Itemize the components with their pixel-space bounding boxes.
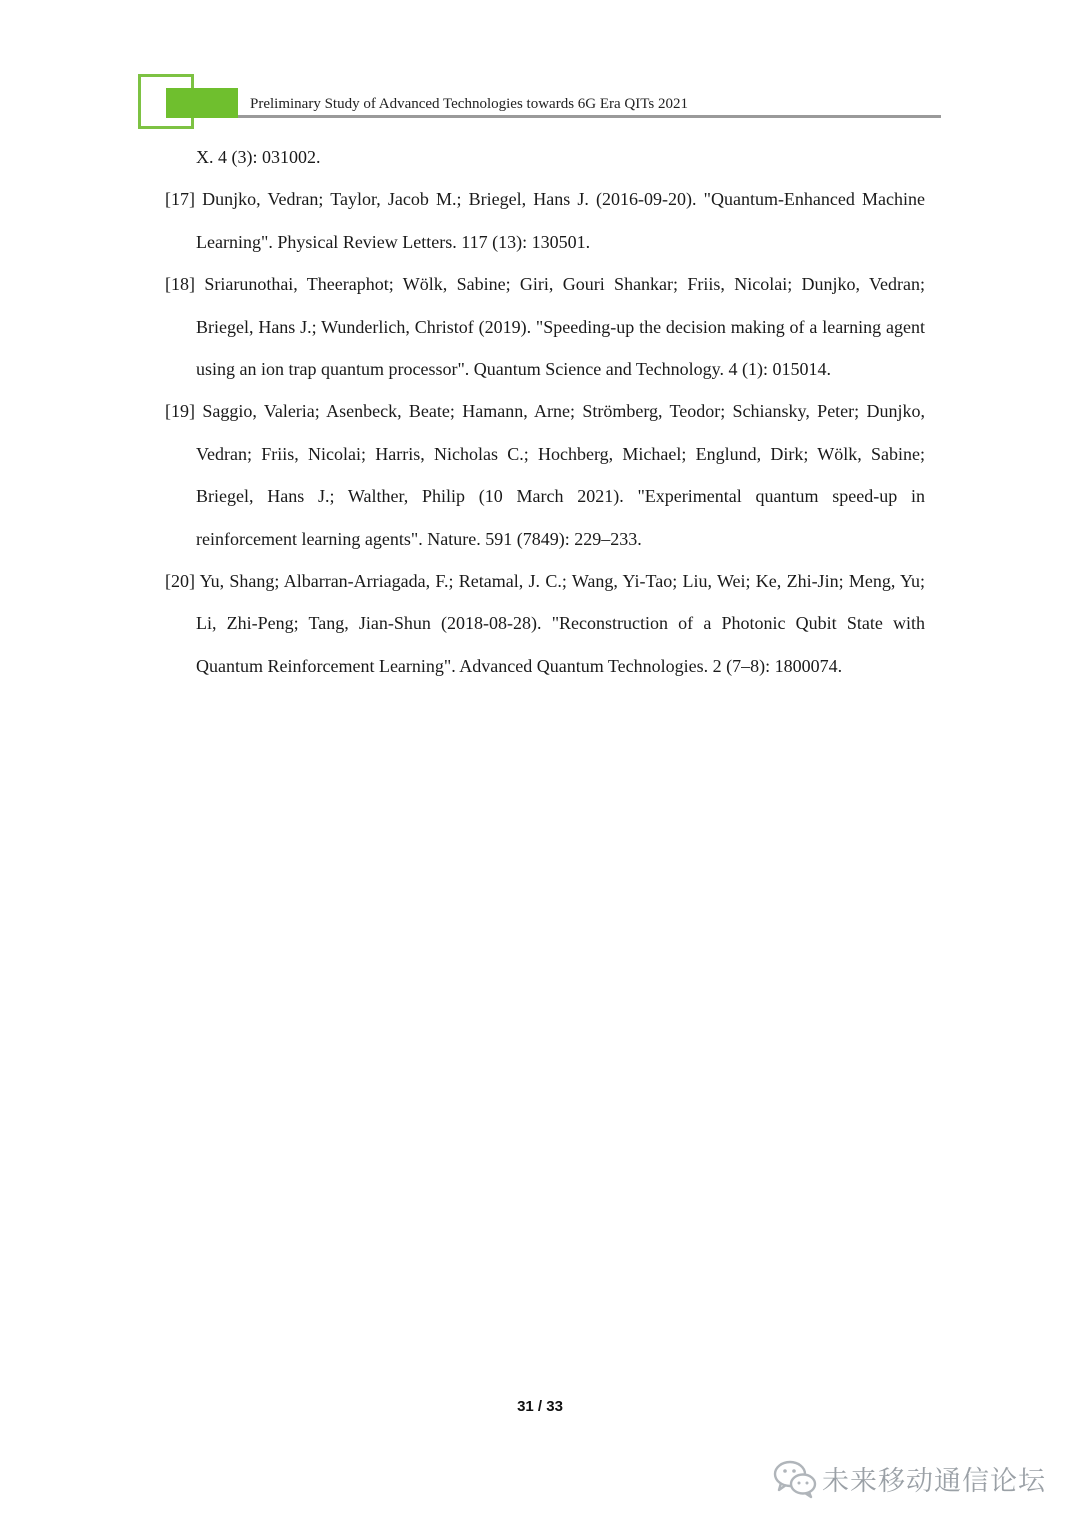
- wechat-icon: [772, 1456, 818, 1500]
- reference-list: [165, 136, 925, 687]
- reference-text: X. 4 (3): 031002.: [196, 147, 321, 167]
- reference-19: [165, 390, 925, 560]
- reference-text: Saggio, Valeria; Asenbeck, Beate; Hamann, Arne; Strömberg, Teodor; Schiansky, Peter; Dunjko, Vedran; Friis, Nicolai; Harris, Nicholas C.; Hochberg, Michael; Englund, Dirk; Wölk, Sabine; Briegel, Hans J.; Walther, Philip (10 March 2021). "Experimental quantum speed-up in reinforcement learning agents". Nature. 591 (7849): 229–233.: [196, 401, 925, 549]
- reference-label: [18]: [165, 274, 195, 295]
- reference-18: [165, 263, 925, 390]
- watermark: [772, 1456, 1046, 1500]
- reference-20: [165, 560, 925, 687]
- reference-label: [19]: [165, 401, 195, 422]
- logo-green-bar: [166, 88, 238, 118]
- reference-text: Sriarunothai, Theeraphot; Wölk, Sabine; Giri, Gouri Shankar; Friis, Nicolai; Dunjko, Vedran; Briegel, Hans J.; Wunderlich, Christof (2019). "Speeding-up the decision making of a learning agent using an ion trap quantum processor". Quantum Science and Technology. 4 (1): 015014.: [196, 274, 925, 380]
- reference-text: Dunjko, Vedran; Taylor, Jacob M.; Briegel, Hans J. (2016-09-20). "Quantum-Enhanced Machine Learning". Physical Review Letters. 117 (13): 130501.: [196, 189, 926, 252]
- reference-continuation: [165, 136, 925, 178]
- page-number: 31 / 33: [517, 1398, 563, 1415]
- header-divider: [238, 115, 941, 118]
- reference-label: [17]: [165, 189, 195, 210]
- reference-label: [20]: [165, 571, 195, 592]
- header-title: Preliminary Study of Advanced Technologies towards 6G Era QITs 2021: [250, 96, 688, 112]
- reference-17: [165, 178, 925, 263]
- watermark-text: 未来移动通信论坛: [822, 1465, 1046, 1497]
- reference-text: Yu, Shang; Albarran-Arriagada, F.; Retamal, J. C.; Wang, Yi-Tao; Liu, Wei; Ke, Zhi-Jin; Meng, Yu; Li, Zhi-Peng; Tang, Jian-Shun (2018-08-28). "Reconstruction of a Photonic Qubit State with Quantum Reinforcement Learning". Advanced Quantum Technologies. 2 (7–8): 1800074.: [196, 571, 925, 676]
